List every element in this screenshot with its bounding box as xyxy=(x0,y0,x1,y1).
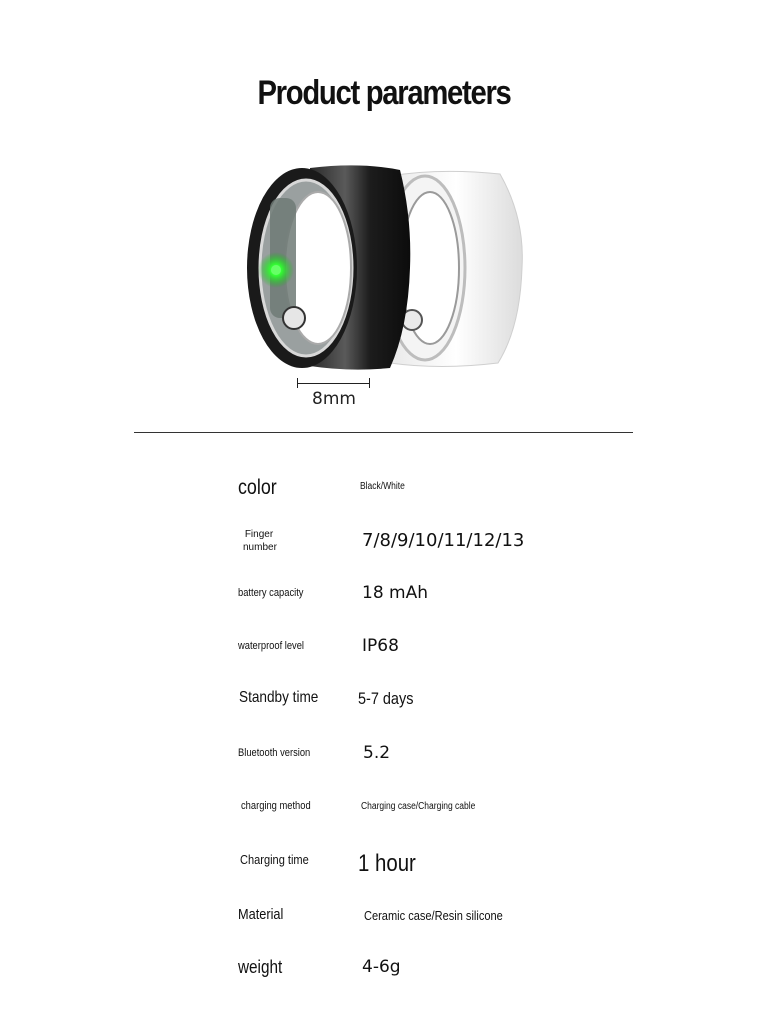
divider xyxy=(134,432,633,433)
spec-label: charging method xyxy=(241,800,311,812)
spec-label: Standby time xyxy=(239,689,319,706)
spec-value: Ceramic case/Resin silicone xyxy=(364,908,503,923)
spec-row-color xyxy=(0,476,768,506)
spec-row-bluetooth xyxy=(0,743,768,773)
spec-label: Material xyxy=(238,906,284,923)
spec-value: Charging case/Charging cable xyxy=(361,801,476,812)
spec-row-waterproof xyxy=(0,636,768,666)
black-ring xyxy=(247,165,410,369)
spec-label: waterproof level xyxy=(238,640,305,652)
spec-label: battery capacity xyxy=(238,587,304,599)
spec-value: IP68 xyxy=(362,636,399,656)
spec-row-weight xyxy=(0,957,768,987)
spec-value: Black/White xyxy=(360,481,405,492)
smart-ring-image xyxy=(240,158,540,378)
spec-row-charging-time xyxy=(0,850,768,880)
spec-value: 7/8/9/10/11/12/13 xyxy=(362,530,525,551)
spec-row-battery xyxy=(0,583,768,613)
spec-label: weight xyxy=(238,957,283,977)
spec-label: Finger number xyxy=(243,529,277,553)
spec-row-charging-method xyxy=(0,798,768,828)
spec-row-finger-number xyxy=(0,528,768,558)
dimension-tick-right xyxy=(369,378,370,388)
dimension-tick-left xyxy=(297,378,298,388)
spec-value: 4-6g xyxy=(362,957,401,977)
page-title: Product parameters xyxy=(257,74,511,112)
spec-label: Bluetooth version xyxy=(238,747,311,759)
spec-label: color xyxy=(238,476,277,499)
spec-value: 1 hour xyxy=(358,850,416,877)
spec-row-material xyxy=(0,906,768,936)
spec-label: Charging time xyxy=(240,852,309,867)
dimension-line xyxy=(297,383,370,384)
spec-value: 5.2 xyxy=(363,743,391,763)
dimension-label: 8mm xyxy=(312,389,356,409)
spec-row-standby xyxy=(0,689,768,719)
spec-value: 18 mAh xyxy=(362,583,428,603)
spec-value: 5-7 days xyxy=(358,689,414,708)
